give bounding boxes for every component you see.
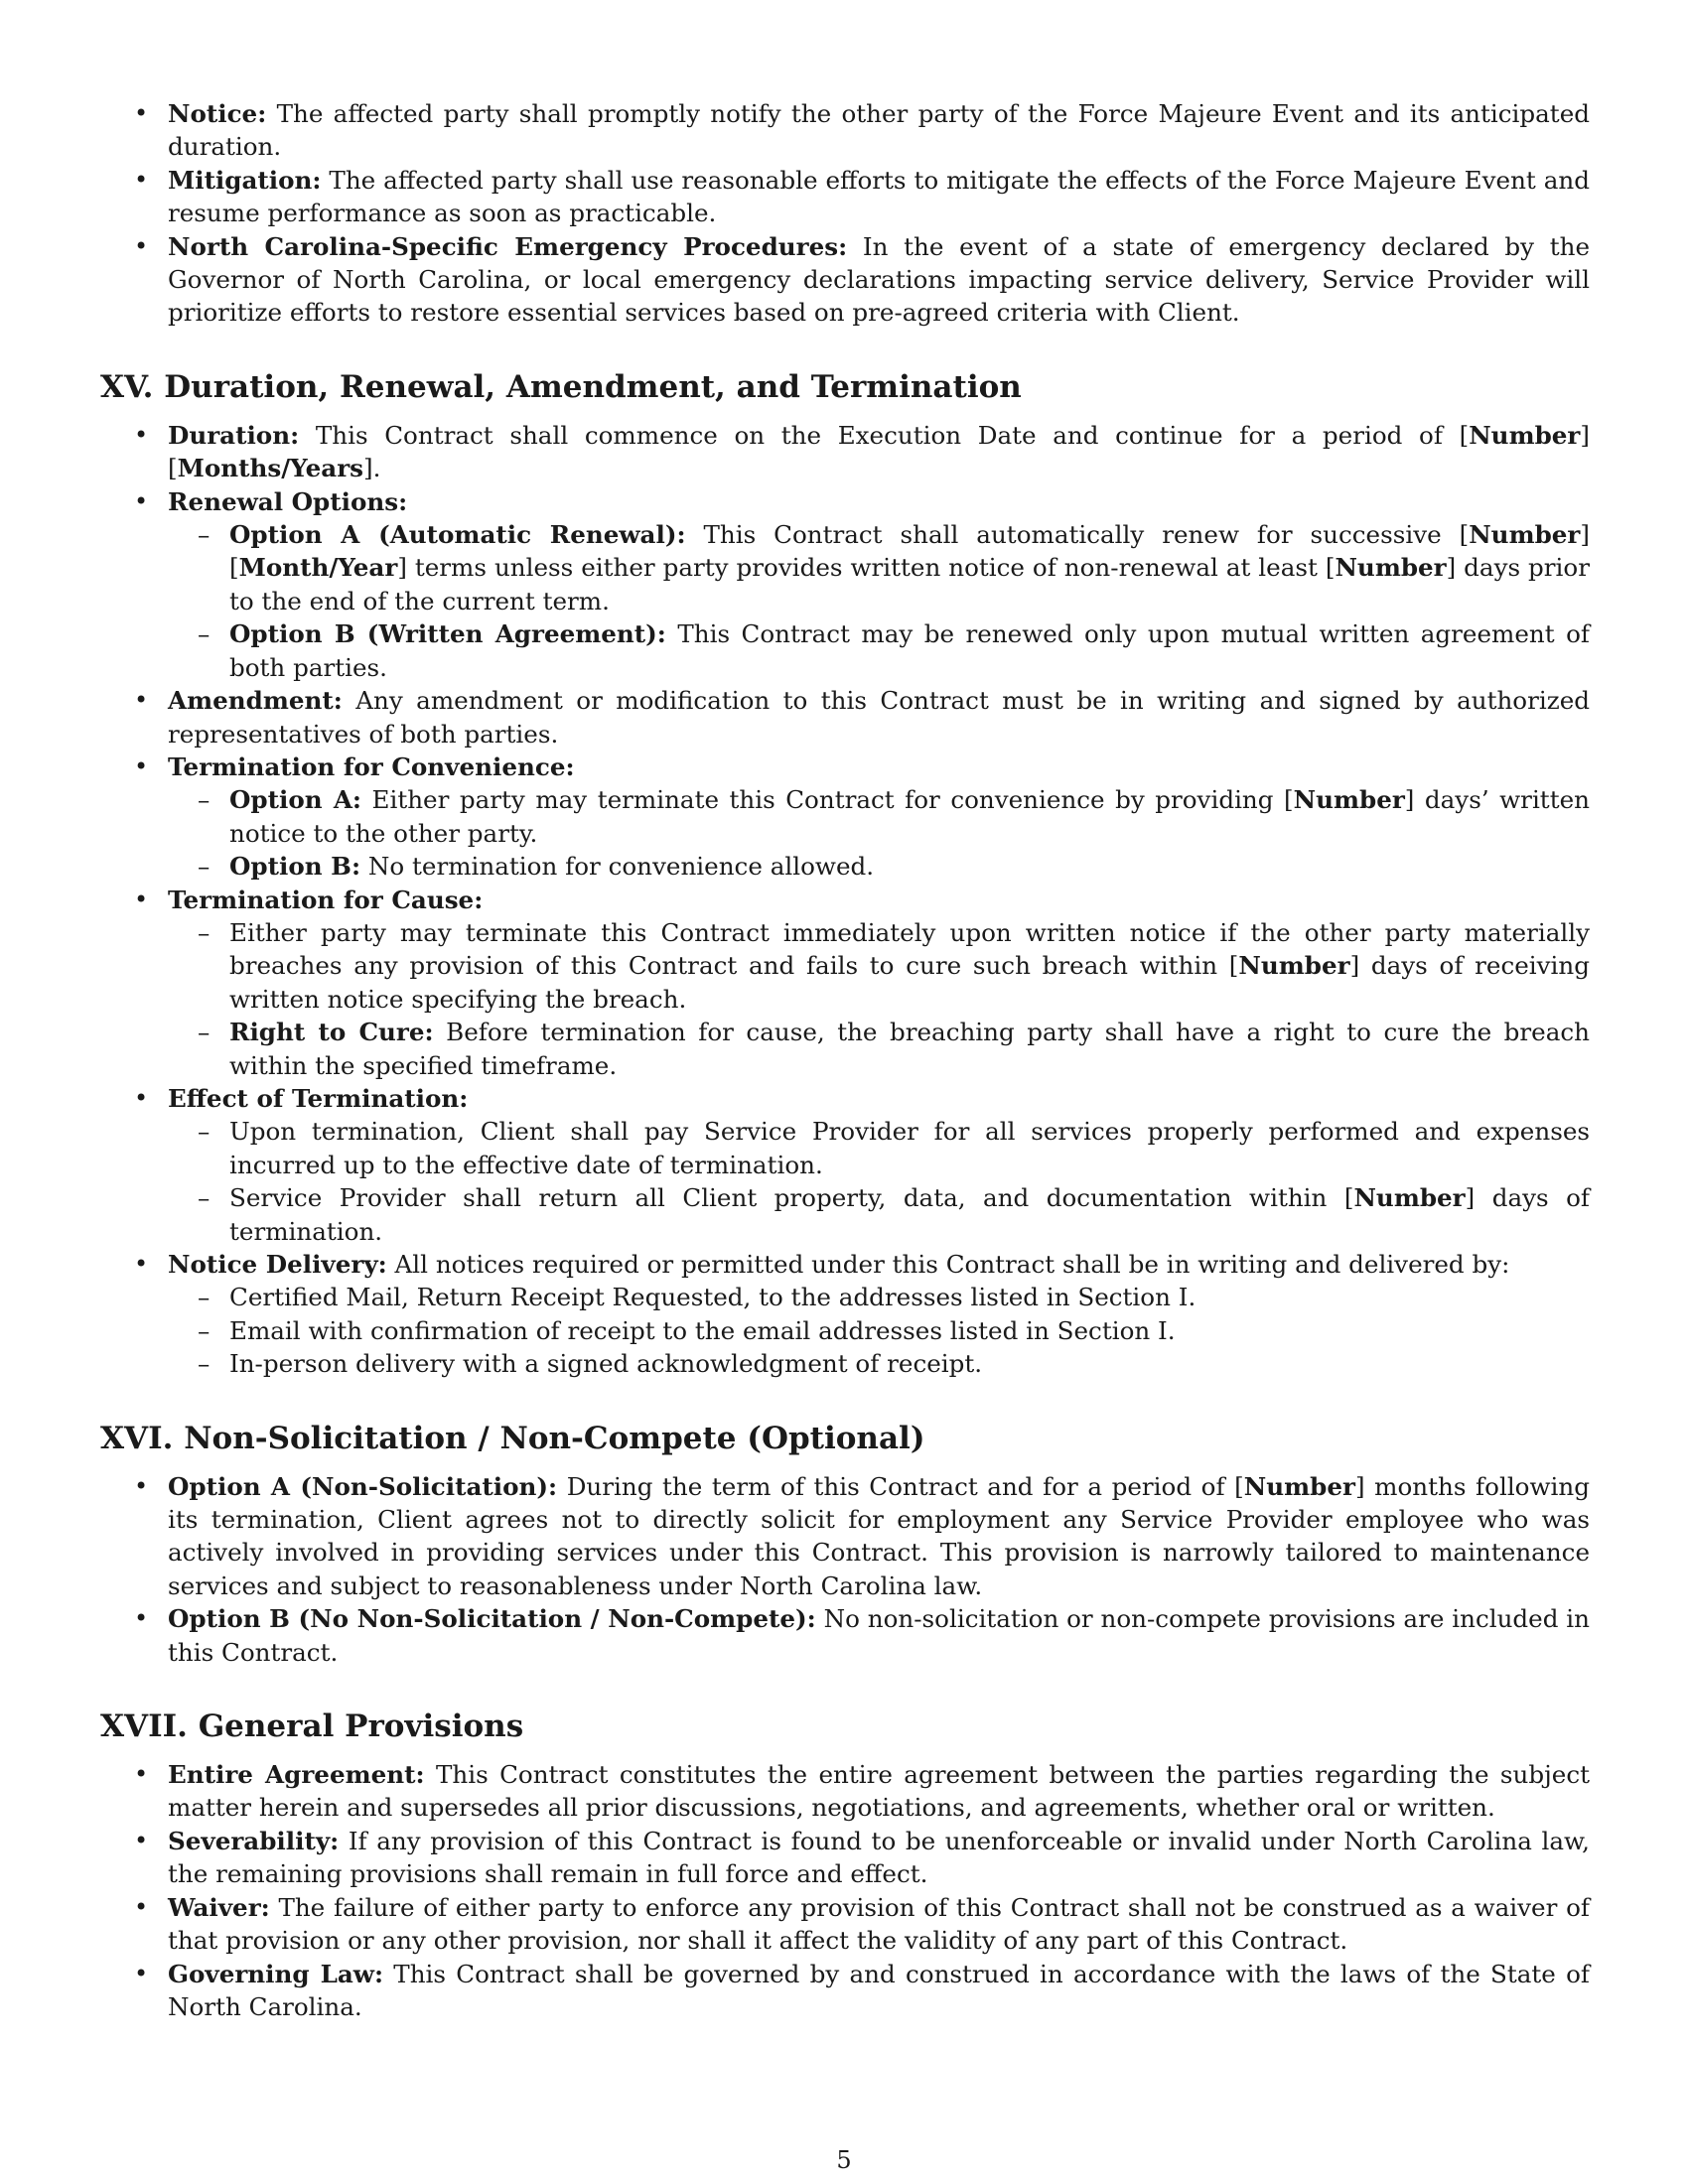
section-list bbox=[100, 1470, 1590, 1669]
list-item: • Notice Delivery: All notices required or permitted under this Contract shall be in writing and delivered by: – Certified Mail, Return Receipt Requested, to the addresses listed in Section I. – Email with confirmation of receipt to the email addresses listed in Section I. – In-person delivery with a signed acknowledgment of receipt. bbox=[100, 1248, 1590, 1381]
sub-list-item: – Option A (Automatic Renewal): This Contract shall automatically renew for successive [Number] [Month/Year] terms unless either party provides written notice of non-renewal at least [Number] days prior to the end of the current term. bbox=[100, 518, 1590, 617]
sub-list-item: – Option B: No termination for convenience allowed. bbox=[100, 850, 1590, 883]
sub-list bbox=[168, 916, 1590, 1082]
list-item: • Renewal Options: – Option A (Automatic Renewal): This Contract shall automatically renew for successive [Number] [Month/Year] terms unless either party provides written notice of non-renewal at least [Number] days prior to the end of the current term. – Option B (Written Agreement): This Contract may be renewed only upon mutual written agreement of both parties. bbox=[100, 485, 1590, 684]
sub-list-item: – Right to Cure: Before termination for cause, the breaching party shall have a right to cure the breach within the specified timeframe. bbox=[100, 1016, 1590, 1082]
page-number: 5 bbox=[836, 2146, 852, 2174]
list-item: • Option B (No Non-Solicitation / Non-Compete): No non-solicitation or non-compete provisions are included in this Contract. bbox=[100, 1602, 1590, 1669]
sub-list bbox=[168, 1115, 1590, 1248]
section-list bbox=[100, 419, 1590, 1381]
sub-list-item: – Option A: Either party may terminate this Contract for convenience by providing [Number] days’ written notice to the other party. bbox=[100, 783, 1590, 850]
sub-list bbox=[168, 1281, 1590, 1380]
list-item: • Option A (Non-Solicitation): During the term of this Contract and for a period of [Number] months following its termination, Client agrees not to directly solicit for employment any Service Provider employee who was actively involved in providing services under this Contract. This provision is narrowly tailored to maintenance services and subject to reasonableness under North Carolina law. bbox=[100, 1470, 1590, 1603]
list-item: • Termination for Cause: – Either party may terminate this Contract immediately upon written notice if the other party materially breaches any provision of this Contract and fails to cure such breach within [Number] days of receiving written notice specifying the breach. – Right to Cure: Before termination for cause, the breaching party shall have a right to cure the breach within the specified timeframe. bbox=[100, 884, 1590, 1082]
sub-list bbox=[168, 518, 1590, 684]
section-heading: XV. Duration, Renewal, Amendment, and Termination bbox=[100, 368, 1022, 405]
list-item: • Duration: This Contract shall commence on the Execution Date and continue for a period of [Number] [Months/Years]. bbox=[100, 419, 1590, 485]
section-heading: XVII. General Provisions bbox=[100, 1708, 524, 1745]
page-content bbox=[100, 97, 1590, 2023]
list-item: • Mitigation: The affected party shall use reasonable efforts to mitigate the effects of the Force Majeure Event and resume performance as soon as practicable. bbox=[100, 164, 1590, 230]
sub-list-item: – Option B (Written Agreement): This Contract may be renewed only upon mutual written agreement of both parties. bbox=[100, 617, 1590, 684]
sub-list-item: – Service Provider shall return all Client property, data, and documentation within [Number] days of termination. bbox=[100, 1181, 1590, 1248]
sub-list-item: – In-person delivery with a signed acknowledgment of receipt. bbox=[100, 1347, 1590, 1380]
sub-list bbox=[168, 783, 1590, 883]
list-item: • Termination for Convenience: – Option A: Either party may terminate this Contract for convenience by providing [Number] days’ written notice to the other party. – Option B: No termination for convenience allowed. bbox=[100, 751, 1590, 884]
sub-list-item: – Either party may terminate this Contract immediately upon written notice if the other party materially breaches any provision of this Contract and fails to cure such breach within [Number] days of receiving written notice specifying the breach. bbox=[100, 916, 1590, 1016]
list-item: • Entire Agreement: This Contract constitutes the entire agreement between the parties regarding the subject matter herein and supersedes all prior discussions, negotiations, and agreements, whether oral or written. bbox=[100, 1758, 1590, 1825]
sub-list-item: – Certified Mail, Return Receipt Requested, to the addresses listed in Section I. bbox=[100, 1281, 1590, 1313]
list-item: • Governing Law: This Contract shall be governed by and construed in accordance with the laws of the State of North Carolina. bbox=[100, 1958, 1590, 2024]
sub-list-item: – Email with confirmation of receipt to the email addresses listed in Section I. bbox=[100, 1314, 1590, 1347]
list-item: • Waiver: The failure of either party to enforce any provision of this Contract shall not be construed as a waiver of that provision or any other provision, nor shall it affect the validity of any part of this Contract. bbox=[100, 1891, 1590, 1958]
list-item: • Amendment: Any amendment or modification to this Contract must be in writing and signed by authorized representatives of both parties. bbox=[100, 684, 1590, 751]
force-majeure-list bbox=[100, 97, 1590, 330]
list-item: • Effect of Termination: – Upon termination, Client shall pay Service Provider for all services properly performed and expenses incurred up to the effective date of termination. – Service Provider shall return all Client property, data, and documentation within [Number] days of termination. bbox=[100, 1082, 1590, 1248]
section-list bbox=[100, 1758, 1590, 2023]
section-heading: XVI. Non-Solicitation / Non-Compete (Optional) bbox=[100, 1420, 925, 1456]
list-item: • Severability: If any provision of this Contract is found to be unenforceable or invalid under North Carolina law, the remaining provisions shall remain in full force and effect. bbox=[100, 1825, 1590, 1891]
list-item: • Notice: The affected party shall promptly notify the other party of the Force Majeure Event and its anticipated duration. bbox=[100, 97, 1590, 164]
list-item: • North Carolina-Specific Emergency Procedures: In the event of a state of emergency declared by the Governor of North Carolina, or local emergency declarations impacting service delivery, Service Provider will prioritize efforts to restore essential services based on pre-agreed criteria with Client. bbox=[100, 230, 1590, 330]
sub-list-item: – Upon termination, Client shall pay Service Provider for all services properly performed and expenses incurred up to the effective date of termination. bbox=[100, 1115, 1590, 1181]
